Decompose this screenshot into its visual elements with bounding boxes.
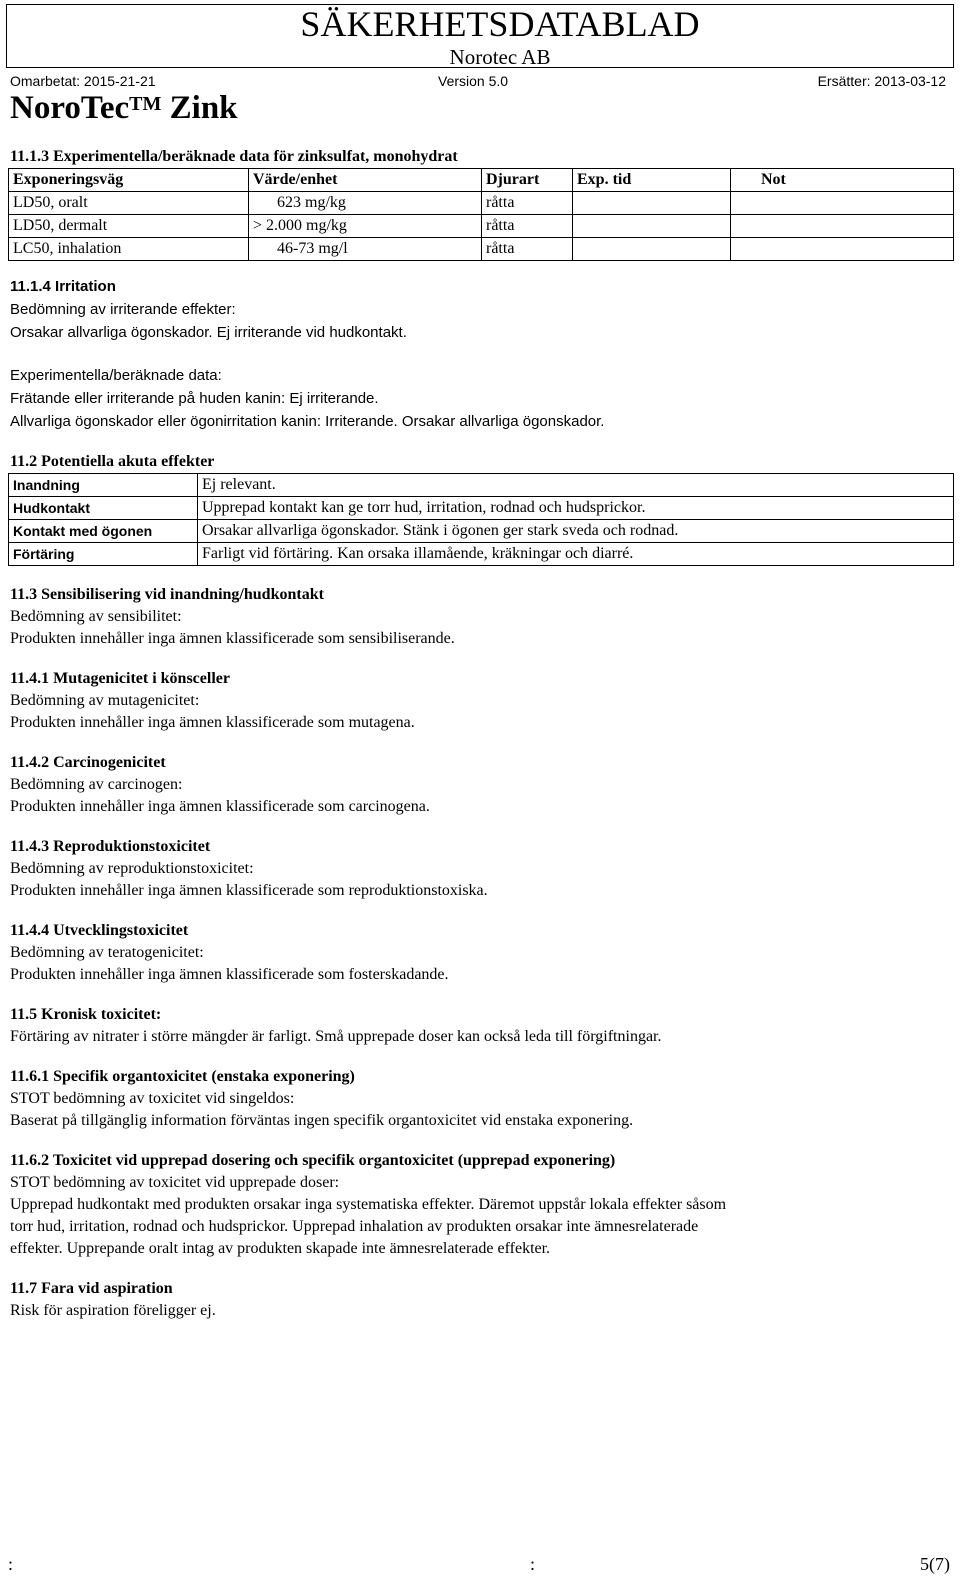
document-title: SÄKERHETSDATABLAD (300, 4, 700, 44)
product-name-main: NoroTec (10, 90, 130, 126)
table-cell (731, 215, 954, 238)
table-cell (731, 192, 954, 215)
paragraph-line: Bedömning av irriterande effekter: (10, 301, 236, 318)
column-header: Djurart (482, 169, 573, 192)
section-11-4-1 (10, 668, 950, 734)
table-cell: > 2.000 mg/kg (249, 215, 482, 238)
table-row (9, 497, 954, 520)
paragraph-line: effekter. Upprepande oralt intag av produkten skapade inte ämnesrelaterade effekter. (10, 1240, 551, 1257)
section-heading: 11.1.3 Experimentella/beräknade data för zinksulfat, monohydrat (10, 148, 458, 165)
section-heading: 11.6.2 Toxicitet vid upprepad dosering och specifik organtoxicitet (upprepad exponering) (10, 1152, 616, 1169)
paragraph-line: Produkten innehåller inga ämnen klassificerade som fosterskadande. (10, 966, 449, 983)
column-header: Exp. tid (573, 169, 731, 192)
table-row (9, 543, 954, 566)
effect-description: Farligt vid förtäring. Kan orsaka illamående, kräkningar och diarré. (198, 543, 954, 566)
section-heading: 11.1.4 Irritation (10, 278, 116, 295)
column-header: Not (731, 169, 954, 192)
revised-date: Omarbetat: 2015-21-21 (10, 73, 156, 89)
section-11-4-3 (10, 836, 950, 902)
table-cell: råtta (482, 192, 573, 215)
column-header: Värde/enhet (249, 169, 482, 192)
paragraph-line: Orsakar allvarliga ögonskador. Ej irriterande vid hudkontakt. (10, 324, 407, 341)
section-heading: 11.6.1 Specifik organtoxicitet (enstaka exponering) (10, 1068, 355, 1085)
paragraph-line: Upprepad hudkontakt med produkten orsakar inga systematiska effekter. Däremot uppstår lokala effekter såsom (10, 1196, 727, 1213)
table-row (9, 520, 954, 543)
paragraph-line: STOT bedömning av toxicitet vid singeldos: (10, 1090, 295, 1107)
toxicity-table (8, 168, 954, 261)
table-cell: 46-73 mg/l (249, 238, 482, 261)
content (10, 146, 950, 1340)
paragraph-line: Bedömning av mutagenicitet: (10, 692, 200, 709)
table-cell: LD50, dermalt (9, 215, 249, 238)
table-row (9, 238, 954, 261)
table-cell: LD50, oralt (9, 192, 249, 215)
section-11-4-4 (10, 920, 950, 986)
table-cell (731, 238, 954, 261)
section-11-3 (10, 584, 950, 650)
company-name: Norotec AB (449, 45, 551, 69)
table-header-row (9, 169, 954, 192)
section-11-6-2 (10, 1150, 950, 1260)
section-heading: 11.7 Fara vid aspiration (10, 1280, 173, 1297)
paragraph-line: Bedömning av sensibilitet: (10, 608, 182, 625)
effect-description: Orsakar allvarliga ögonskador. Stänk i ögonen ger stark sveda och rodnad. (198, 520, 954, 543)
section-heading: 11.4.2 Carcinogenicitet (10, 754, 166, 771)
section-11-2 (10, 451, 950, 566)
paragraph-line: Bedömning av teratogenicitet: (10, 944, 204, 961)
table-cell (573, 192, 731, 215)
paragraph-line: Bedömning av reproduktionstoxicitet: (10, 860, 254, 877)
table-cell (573, 215, 731, 238)
paragraph-line: torr hud, irritation, rodnad och hudsprickor. Upprepad inhalation av produkten orsakar inte ämnesrelaterade (10, 1218, 699, 1235)
table-cell: råtta (482, 215, 573, 238)
effect-description: Upprepad kontakt kan ge torr hud, irritation, rodnad och hudsprickor. (198, 497, 954, 520)
table-cell: 623 mg/kg (249, 192, 482, 215)
paragraph-line: Produkten innehåller inga ämnen klassificerade som reproduktionstoxiska. (10, 882, 488, 899)
section-11-5 (10, 1004, 950, 1048)
replaces-date: Ersätter: 2013-03-12 (817, 73, 946, 89)
paragraph-line: Experimentella/beräknade data: (10, 367, 222, 384)
section-11-7 (10, 1278, 950, 1322)
table-row (9, 215, 954, 238)
section-11-6-1 (10, 1066, 950, 1132)
table-row (9, 192, 954, 215)
acute-effects-table (8, 473, 954, 566)
footer-left: : (8, 1554, 14, 1574)
paragraph-line: Produkten innehåller inga ämnen klassificerade som carcinogena. (10, 798, 430, 815)
section-11-1-4 (10, 275, 950, 433)
table-cell: råtta (482, 238, 573, 261)
section-heading: 11.2 Potentiella akuta effekter (10, 453, 215, 470)
section-heading: 11.3 Sensibilisering vid inandning/hudkontakt (10, 586, 324, 603)
footer-middle: : (530, 1554, 536, 1574)
section-heading: 11.4.3 Reproduktionstoxicitet (10, 838, 211, 855)
section-heading: 11.4.4 Utvecklingstoxicitet (10, 922, 189, 939)
page-number: 5(7) (920, 1554, 950, 1574)
trademark-mark: TM (129, 93, 162, 115)
column-header: Exponeringsväg (9, 169, 249, 192)
section-heading: 11.4.1 Mutagenicitet i könsceller (10, 670, 230, 687)
paragraph-line: Baserat på tillgänglig information förväntas ingen specifik organtoxicitet vid enstaka exponering. (10, 1112, 634, 1129)
paragraph-line: STOT bedömning av toxicitet vid upprepade doser: (10, 1174, 340, 1191)
version: Version 5.0 (438, 73, 509, 89)
table-cell: LC50, inhalation (9, 238, 249, 261)
paragraph-line: Förtäring av nitrater i större mängder är farligt. Små upprepade doser kan också leda till förgiftningar. (10, 1028, 662, 1045)
effect-route: Kontakt med ögonen (9, 520, 198, 543)
section-11-4-2 (10, 752, 950, 818)
effect-description: Ej relevant. (198, 474, 954, 497)
paragraph-line: Produkten innehåller inga ämnen klassificerade som sensibiliserande. (10, 630, 455, 647)
product-name (10, 86, 238, 130)
table-row (9, 474, 954, 497)
product-name-suffix: Zink (169, 90, 238, 126)
effect-route: Inandning (9, 474, 198, 497)
table-cell (573, 238, 731, 261)
section-11-1-3 (10, 146, 950, 261)
paragraph-line: Allvarliga ögonskador eller ögonirritation kanin: Irriterande. Orsakar allvarliga ögonskador. (10, 413, 605, 430)
effect-route: Förtäring (9, 543, 198, 566)
effect-route: Hudkontakt (9, 497, 198, 520)
section-heading: 11.5 Kronisk toxicitet: (10, 1006, 162, 1023)
paragraph-line: Risk för aspiration föreligger ej. (10, 1302, 216, 1319)
paragraph-line: Bedömning av carcinogen: (10, 776, 183, 793)
paragraph-line: Frätande eller irriterande på huden kanin: Ej irriterande. (10, 390, 379, 407)
paragraph-line: Produkten innehåller inga ämnen klassificerade som mutagena. (10, 714, 415, 731)
